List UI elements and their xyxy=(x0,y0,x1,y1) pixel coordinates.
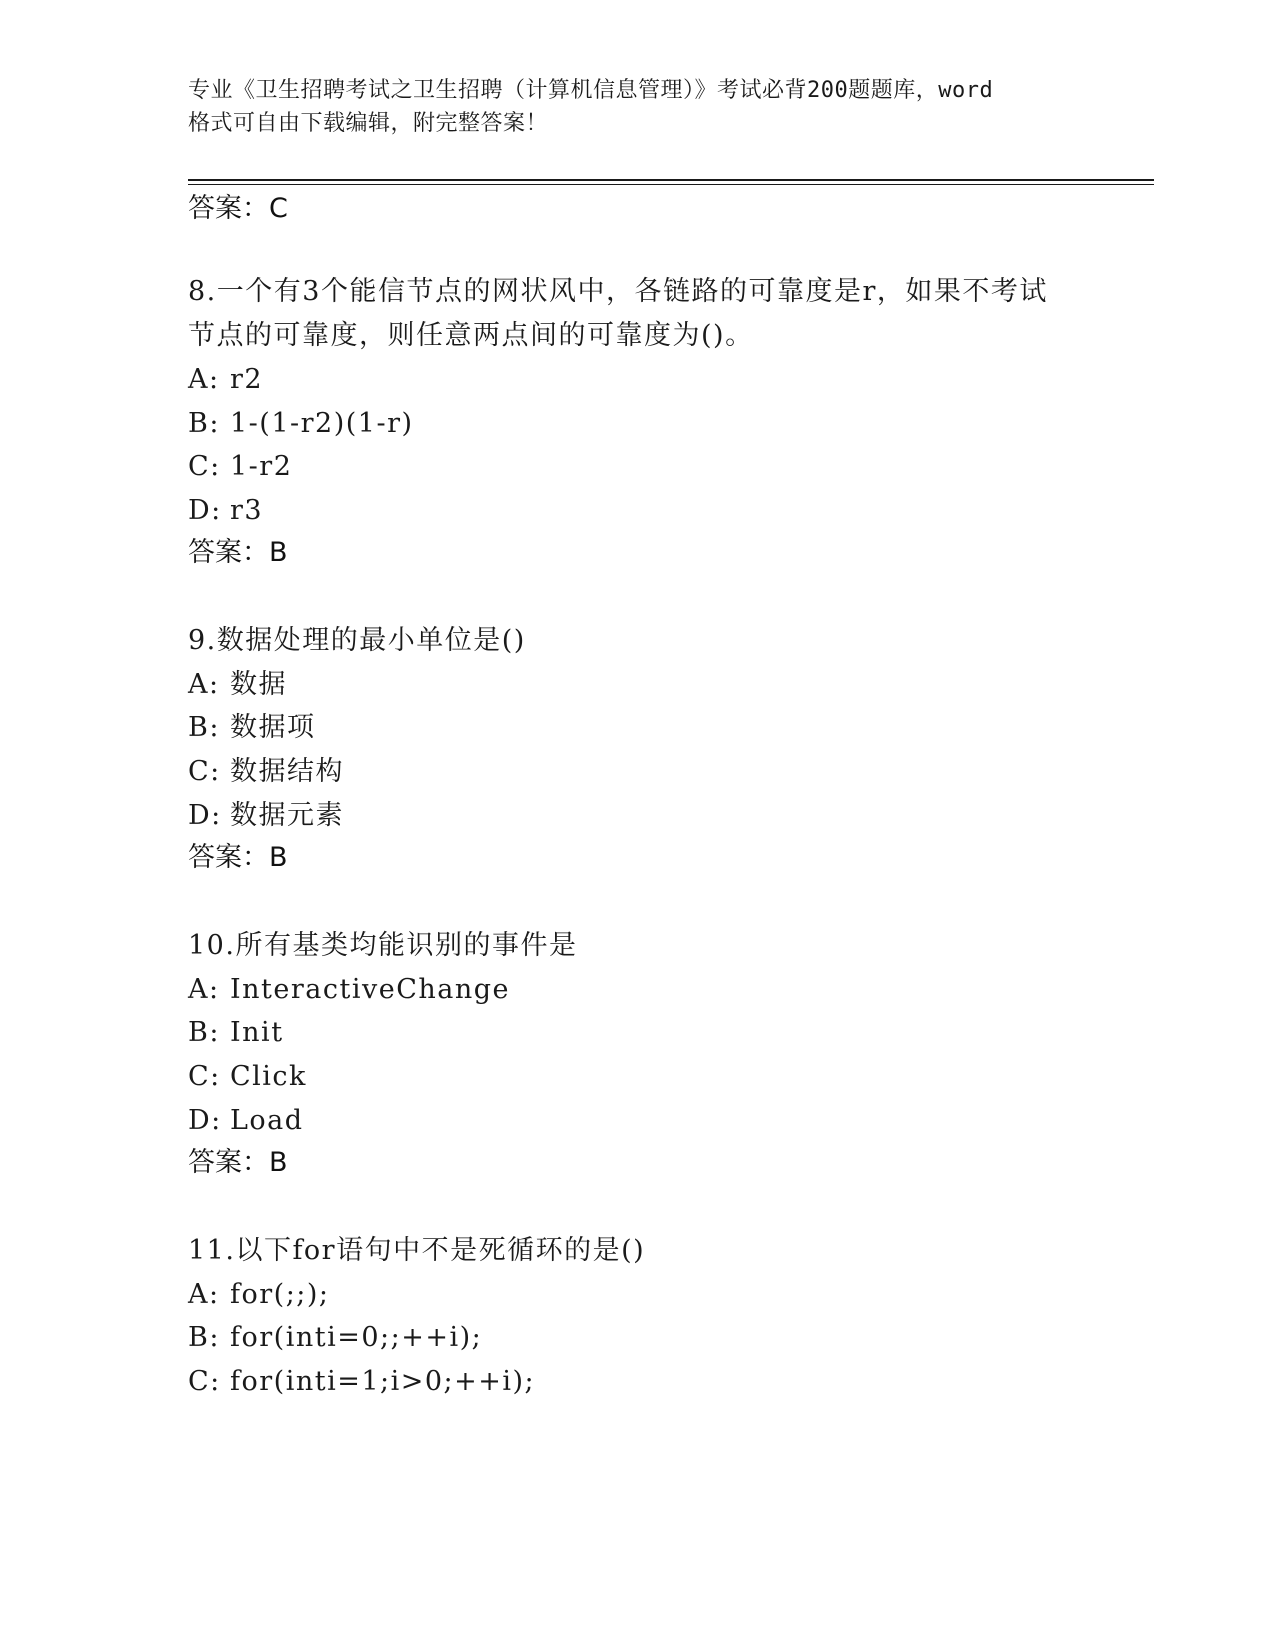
option-text: for(inti=0;;++i); xyxy=(230,1322,483,1353)
option-letter: A: xyxy=(188,364,220,395)
option-letter: C: xyxy=(188,451,221,482)
option-letter: D: xyxy=(188,495,222,526)
option-text: 1-r2 xyxy=(230,451,293,482)
option-letter: B: xyxy=(188,408,220,439)
option-letter: A: xyxy=(188,669,220,700)
question-11-option-b xyxy=(188,1321,482,1355)
previous-answer: 答案：C xyxy=(188,193,288,224)
question-9-option-a xyxy=(188,668,287,702)
option-text: 数据 xyxy=(230,669,287,700)
option-letter: D: xyxy=(188,1105,222,1136)
option-text: InteractiveChange xyxy=(230,974,511,1005)
question-10-option-c xyxy=(188,1060,307,1094)
question-11-stem: 11.以下for语句中不是死循环的是() xyxy=(188,1235,646,1266)
question-10-option-d xyxy=(188,1104,304,1138)
question-10-option-b xyxy=(188,1016,284,1050)
question-8-stem-line-1: 8.一个有3个能信节点的网状风中，各链路的可靠度是r，如果不考试 xyxy=(188,276,1048,307)
question-8-option-d xyxy=(188,494,263,528)
option-text: Load xyxy=(230,1105,304,1136)
option-text: Click xyxy=(230,1061,307,1092)
question-8-stem-line-2: 节点的可靠度，则任意两点间的可靠度为()。 xyxy=(188,320,754,351)
question-9-option-c xyxy=(188,755,344,789)
option-text: 数据项 xyxy=(230,712,316,743)
option-letter: C: xyxy=(188,756,221,787)
option-letter: A: xyxy=(188,974,220,1005)
option-text: 数据元素 xyxy=(230,800,344,831)
question-9-stem: 9.数据处理的最小单位是() xyxy=(188,625,526,656)
header-divider-thin xyxy=(188,184,1154,185)
question-8-option-b xyxy=(188,407,414,441)
question-8-answer: 答案：B xyxy=(188,537,288,568)
question-8-option-c xyxy=(188,450,292,484)
header-divider-thick xyxy=(188,179,1154,181)
option-text: r3 xyxy=(230,495,264,526)
header-line-2: 格式可自由下载编辑，附完整答案！ xyxy=(188,111,549,136)
question-10-stem: 10.所有基类均能识别的事件是 xyxy=(188,930,578,961)
option-letter: C: xyxy=(188,1366,221,1397)
option-letter: B: xyxy=(188,712,220,743)
question-11-option-c xyxy=(188,1365,535,1399)
option-text: for(;;); xyxy=(230,1279,330,1310)
question-9-option-d xyxy=(188,799,344,833)
header-line-1: 专业《卫生招聘考试之卫生招聘（计算机信息管理）》考试必背200题题库，word xyxy=(188,78,994,103)
question-9-answer: 答案：B xyxy=(188,842,288,873)
question-11-option-a xyxy=(188,1278,330,1312)
question-9-option-b xyxy=(188,711,316,745)
option-letter: C: xyxy=(188,1061,221,1092)
option-text: 数据结构 xyxy=(230,756,344,787)
option-text: 1-(1-r2)(1-r) xyxy=(230,408,414,439)
option-text: for(inti=1;i>0;++i); xyxy=(230,1366,536,1397)
option-text: Init xyxy=(230,1017,284,1048)
option-letter: D: xyxy=(188,800,222,831)
option-letter: B: xyxy=(188,1322,220,1353)
question-10-answer: 答案：B xyxy=(188,1147,288,1178)
document-header xyxy=(188,74,1088,140)
question-8-option-a xyxy=(188,363,263,397)
option-text: r2 xyxy=(230,364,264,395)
option-letter: B: xyxy=(188,1017,220,1048)
option-letter: A: xyxy=(188,1279,220,1310)
question-10-option-a xyxy=(188,973,510,1007)
